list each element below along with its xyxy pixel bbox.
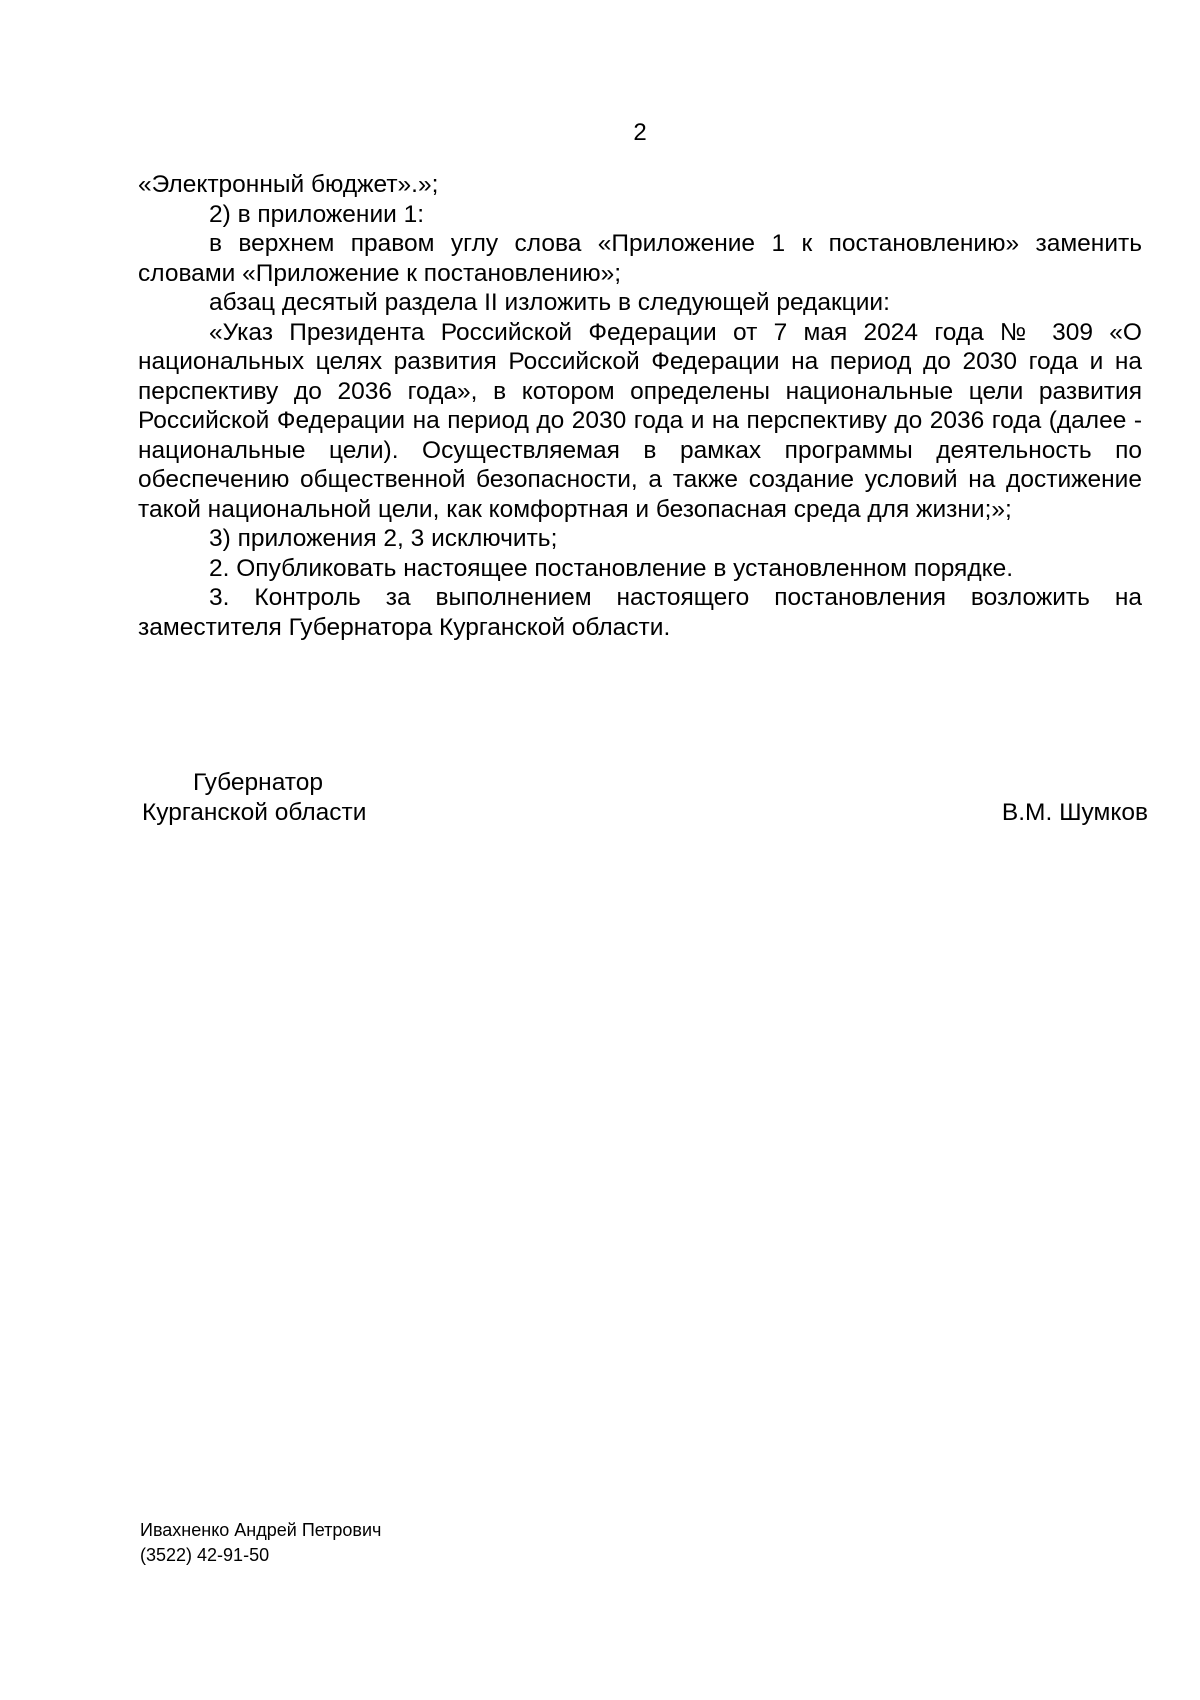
page-number: 2	[633, 119, 647, 146]
paragraph: 2) в приложении 1:	[209, 200, 425, 228]
executor-phone: (3522) 42-91-50	[140, 1545, 270, 1565]
executor-info	[140, 1518, 381, 1568]
paragraph: абзац десятый раздела II изложить в следующей редакции:	[209, 289, 890, 316]
signatory-name: В.М. Шумков	[1001, 799, 1148, 826]
paragraph: 3) приложения 2, 3 исключить;	[209, 525, 558, 552]
document-body	[138, 170, 1142, 642]
paragraph: «Электронный бюджет».»;	[138, 171, 439, 198]
signatory-region: Курганской области	[142, 799, 367, 826]
paragraph: в верхнем правом углу слова «Приложение 1 к постановлению» заменить словами «Приложение к постановлению»;	[138, 230, 1142, 287]
signatory-title: Губернатор	[193, 769, 323, 796]
paragraph: «Указ Президента Российской Федерации от 7 мая 2024 года № 309 «О национальных целях развития Российской Федерации на период до 2030 года и на перспективу до 2036 года», в котором определены национальные цели развития Российской Федерации на период до 2030 года и на перспективу до 2036 года (далее - национальные цели). Осуществляемая в рамках программы деятельность по обеспечению общественной безопасности, а также создание условий на достижение такой национальной цели, как комфортная и безопасная среда для жизни;»;	[138, 318, 1142, 523]
executor-name: Ивахненко Андрей Петрович	[140, 1520, 382, 1540]
paragraph: 3. Контроль за выполнением настоящего постановления возложить на заместителя Губернатора Курганской области.	[138, 584, 1142, 641]
paragraph: 2. Опубликовать настоящее постановление в установленном порядке.	[209, 554, 1014, 582]
